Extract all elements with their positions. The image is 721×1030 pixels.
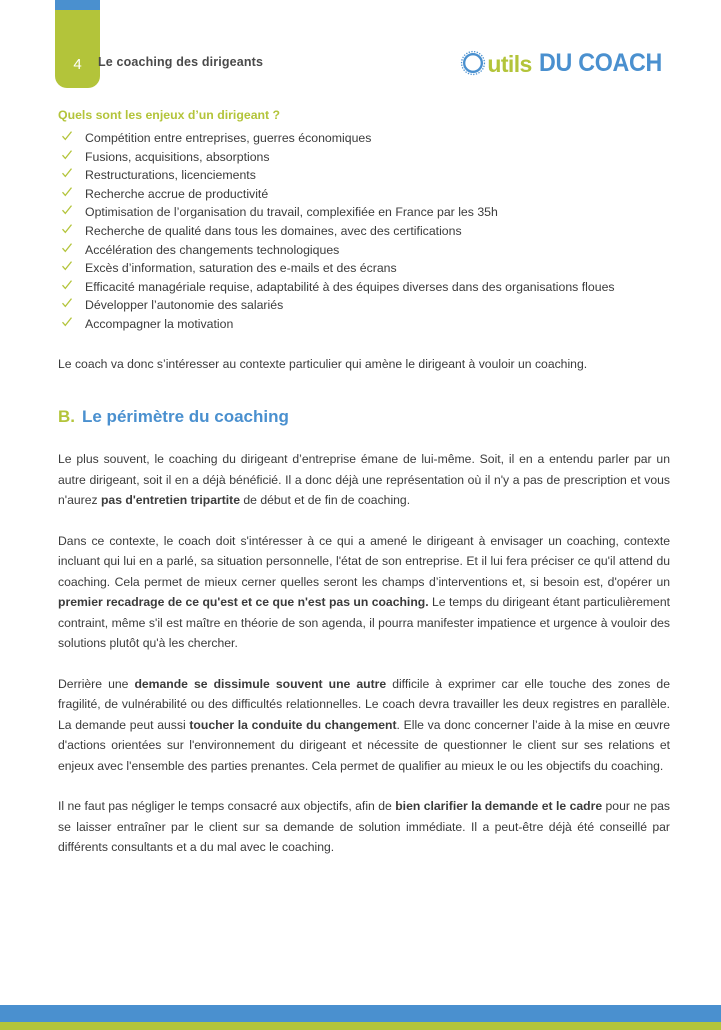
check-icon xyxy=(61,186,73,198)
check-icon xyxy=(61,204,73,216)
paragraph-3-part-c: . Elle va donc concerner l’aide à la mise en œuvre d'actions orientées sur l'environnement du dirigeant et nécessite de questionner le client sur ses relations et enjeux avec l'ensemble des parties prenantes. Cela permet de qualifier au mieux le ou les objectifs du coaching. xyxy=(58,717,670,773)
list-item xyxy=(58,315,670,334)
footer-blue-bar xyxy=(0,1005,721,1022)
page-title: Le coaching des dirigeants xyxy=(98,55,264,69)
paragraph-3-part-b: difficile à exprimer car elle touche des zones de fragilité, de vulnérabilité ou des difficultés relationnelles. Le coach devra travailler les deux registres en parallèle. La demande peut aussi xyxy=(58,676,670,732)
paragraph-3-emphasis-2: toucher la conduite du changement xyxy=(189,717,397,732)
list-item xyxy=(58,185,670,204)
list-item-label: Fusions, acquisitions, absorptions xyxy=(85,149,270,164)
page-footer xyxy=(0,1005,721,1030)
paragraph-4-emphasis: bien clarifier la demande et le cadre xyxy=(395,799,603,814)
paragraph-3 xyxy=(58,674,670,777)
list-item-label: Recherche accrue de productivité xyxy=(85,186,269,201)
check-icon xyxy=(61,242,73,254)
check-icon xyxy=(61,223,73,235)
paragraph-4-part-b: pour ne pas se laisser entraîner par le client sur sa demande de solution immédiate. Il a peut-être déjà été conseillé par différents consultants et a du mal avec le coaching. xyxy=(58,799,670,855)
paragraph-block xyxy=(58,449,670,858)
section-title: Le périmètre du coaching xyxy=(82,407,289,427)
paragraph-3-emphasis-1: demande se dissimule souvent une autre xyxy=(134,676,387,691)
paragraph-1-part-a: Le plus souvent, le coaching du dirigeant d’entreprise émane de lui-même. Soit, il en a entendu parler par un autre dirigeant, soit il en a déjà bénéficié. Il a donc déjà une représentation où il n'y a pas de prescription et vous n'aurez xyxy=(58,452,670,508)
list-item-label: Accompagner la motivation xyxy=(85,316,234,331)
paragraph-3-part-a: Derrière une xyxy=(58,676,135,691)
page-number-badge xyxy=(55,0,100,88)
list-item xyxy=(58,148,670,167)
intro-paragraph: Le coach va donc s’intéresser au contexte particulier qui amène le dirigeant à vouloir un coaching. xyxy=(58,356,588,371)
checklist xyxy=(58,129,670,334)
list-item-label: Efficacité managériale requise, adaptabilité à des équipes diverses dans des organisations floues xyxy=(85,279,615,294)
list-item-label: Optimisation de l’organisation du travail, complexifiée en France par les 35h xyxy=(85,205,498,220)
list-item xyxy=(58,296,670,315)
paragraph-4 xyxy=(58,796,670,858)
document-content xyxy=(58,108,670,858)
check-icon xyxy=(61,260,73,272)
list-item-label: Accélération des changements technologiques xyxy=(85,242,340,257)
check-icon xyxy=(61,297,73,309)
list-item-label: Recherche de qualité dans tous les domaines, avec des certifications xyxy=(85,223,462,238)
logo xyxy=(460,46,671,80)
list-item xyxy=(58,278,670,297)
logo-word-outils: utils xyxy=(487,50,532,77)
section-letter: B. xyxy=(58,407,75,427)
paragraph-1-emphasis: pas d'entretien tripartite xyxy=(100,493,241,508)
check-icon xyxy=(61,130,73,142)
gear-icon xyxy=(460,50,486,76)
list-item xyxy=(58,222,670,241)
list-item-label: Compétition entre entreprises, guerres économiques xyxy=(85,131,372,145)
list-item xyxy=(58,241,670,260)
check-icon xyxy=(61,167,73,179)
footer-olive-bar xyxy=(0,1022,721,1030)
paragraph-4-part-a: Il ne faut pas négliger le temps consacré aux objectifs, afin de xyxy=(58,799,396,814)
list-heading: Quels sont les enjeux d’un dirigeant ? xyxy=(58,108,281,122)
paragraph-2 xyxy=(58,531,670,654)
logo-word-ducoach: DU COACH xyxy=(538,48,662,77)
check-icon xyxy=(61,149,73,161)
list-item xyxy=(58,203,670,222)
list-item-label: Développer l’autonomie des salariés xyxy=(85,298,284,313)
paragraph-1-part-b: de début et de fin de coaching. xyxy=(240,493,411,508)
list-item xyxy=(58,259,670,278)
list-item xyxy=(58,166,670,185)
section-heading xyxy=(58,407,670,427)
check-icon xyxy=(61,279,73,291)
badge-blue-cap xyxy=(55,0,100,10)
paragraph-2-emphasis: premier recadrage de ce qu'est et ce que n'est pas un coaching. xyxy=(58,595,429,610)
list-item-label: Restructurations, licenciements xyxy=(85,168,256,183)
check-icon xyxy=(61,316,73,328)
paragraph-1 xyxy=(58,449,670,511)
paragraph-2-part-a: Dans ce contexte, le coach doit s'intéresser à ce qui a amené le dirigeant à envisager un coaching, contexte incluant qui lui en a parlé, sa situation personnelle, l'état de son entreprise. Et il lui fera préciser ce qu'il attend du coaching. Cela permet de mieux cerner quelles seront les champs d’interventions et, si besoin est, d'opérer un xyxy=(58,533,670,589)
list-item-label: Excès d’information, saturation des e-mails et des écrans xyxy=(85,261,397,276)
paragraph-2-part-b: Le temps du dirigeant étant particulièrement contraint, même s'il est maître en théorie de son agenda, il pourra manifester impatience et urgence à vouloir des solutions plutôt qu'à les chercher. xyxy=(58,595,670,651)
page-header xyxy=(0,0,721,100)
list-item xyxy=(58,129,670,148)
page-number: 4 xyxy=(73,56,82,73)
